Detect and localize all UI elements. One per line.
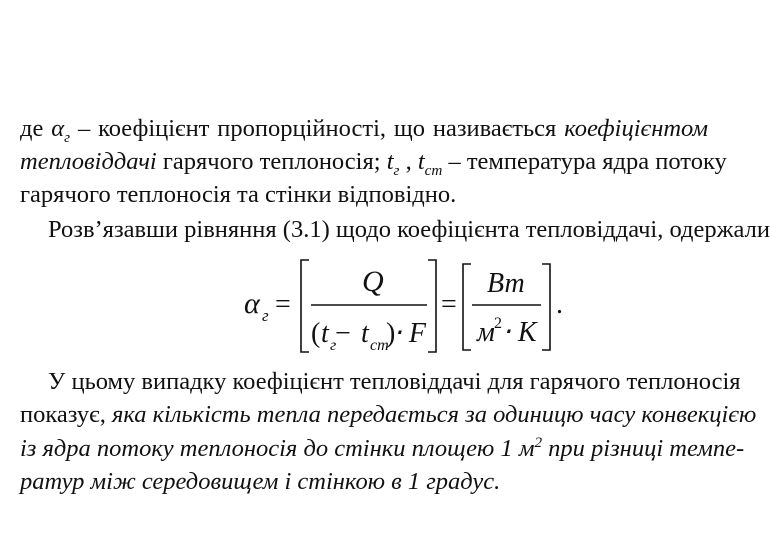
alpha-symbol: $\alpha_г$	[51, 115, 71, 146]
comma: ,	[405, 148, 418, 175]
right-bracket-1	[428, 260, 436, 352]
eq-den-minus: −	[335, 318, 351, 349]
text-heat-amount: яка кількість тепла передається за одиницю часу конвекцією	[111, 401, 757, 428]
paragraph2-line1: У цьому випадку коефіцієнт тепловіддачі для гарячого теплоносія	[48, 368, 741, 395]
eq-den-t-wall: t	[361, 318, 369, 349]
text-from-core: із ядра потоку теплоносія до стінки площею 1 м	[20, 435, 535, 462]
intro-line: Розв’язавши рівняння (3.1) щодо коефіцієнта тепловіддачі, одержали	[48, 216, 770, 243]
eq-den-t-hot: t	[321, 318, 329, 349]
eq-numerator-q: Q	[362, 265, 384, 298]
definition-text: – коефіцієнт пропорційності, що називається	[77, 115, 557, 142]
eq-equals-1: =	[275, 289, 291, 320]
eq-den-t-hot-sub: г	[330, 337, 337, 354]
paragraph1-line3: гарячого теплоносія та стінки відповідно.	[20, 181, 457, 208]
word-de: де	[20, 115, 44, 142]
paragraph2-line3	[20, 433, 745, 464]
eq-unit-watt: Вт	[487, 268, 525, 299]
eq-equals-2: =	[441, 289, 457, 320]
area-exponent: 2	[534, 433, 543, 451]
t-hot-symbol: $t_г$	[386, 148, 400, 179]
text-shows: показує,	[20, 401, 112, 428]
eq-unit-times-k: ⋅ K	[502, 317, 537, 348]
eq-den-t-wall-sub: ст	[370, 337, 389, 354]
eq-unit-m-sup: 2	[494, 315, 502, 332]
eq-den-times-f: ⋅ F	[393, 318, 427, 349]
term-coefficient: коефіцієнтом	[564, 115, 709, 142]
eq-unit-m: м	[477, 317, 495, 348]
eq-alpha: α	[244, 287, 260, 320]
term-heat-transfer: тепловіддачі	[20, 148, 157, 175]
eq-den-open: (	[311, 318, 321, 349]
eq-period: .	[556, 289, 563, 320]
paragraph2-line4: ратур між середовищем і стінкою в 1 градус.	[20, 468, 501, 495]
text-hot-carrier: гарячого теплоносія;	[162, 148, 387, 175]
t-wall-symbol: $t_{ст}$	[417, 148, 443, 179]
text-core-temperature: – температура ядра потоку	[448, 148, 727, 175]
paragraph2-line2	[20, 400, 757, 430]
left-bracket-1	[301, 260, 309, 352]
eq-alpha-sub: г	[262, 306, 269, 325]
left-bracket-2	[463, 264, 471, 350]
right-bracket-2	[542, 264, 550, 350]
text-temperature-difference: при різниці темпе-	[548, 435, 745, 462]
eq-den-close: )	[386, 318, 396, 349]
